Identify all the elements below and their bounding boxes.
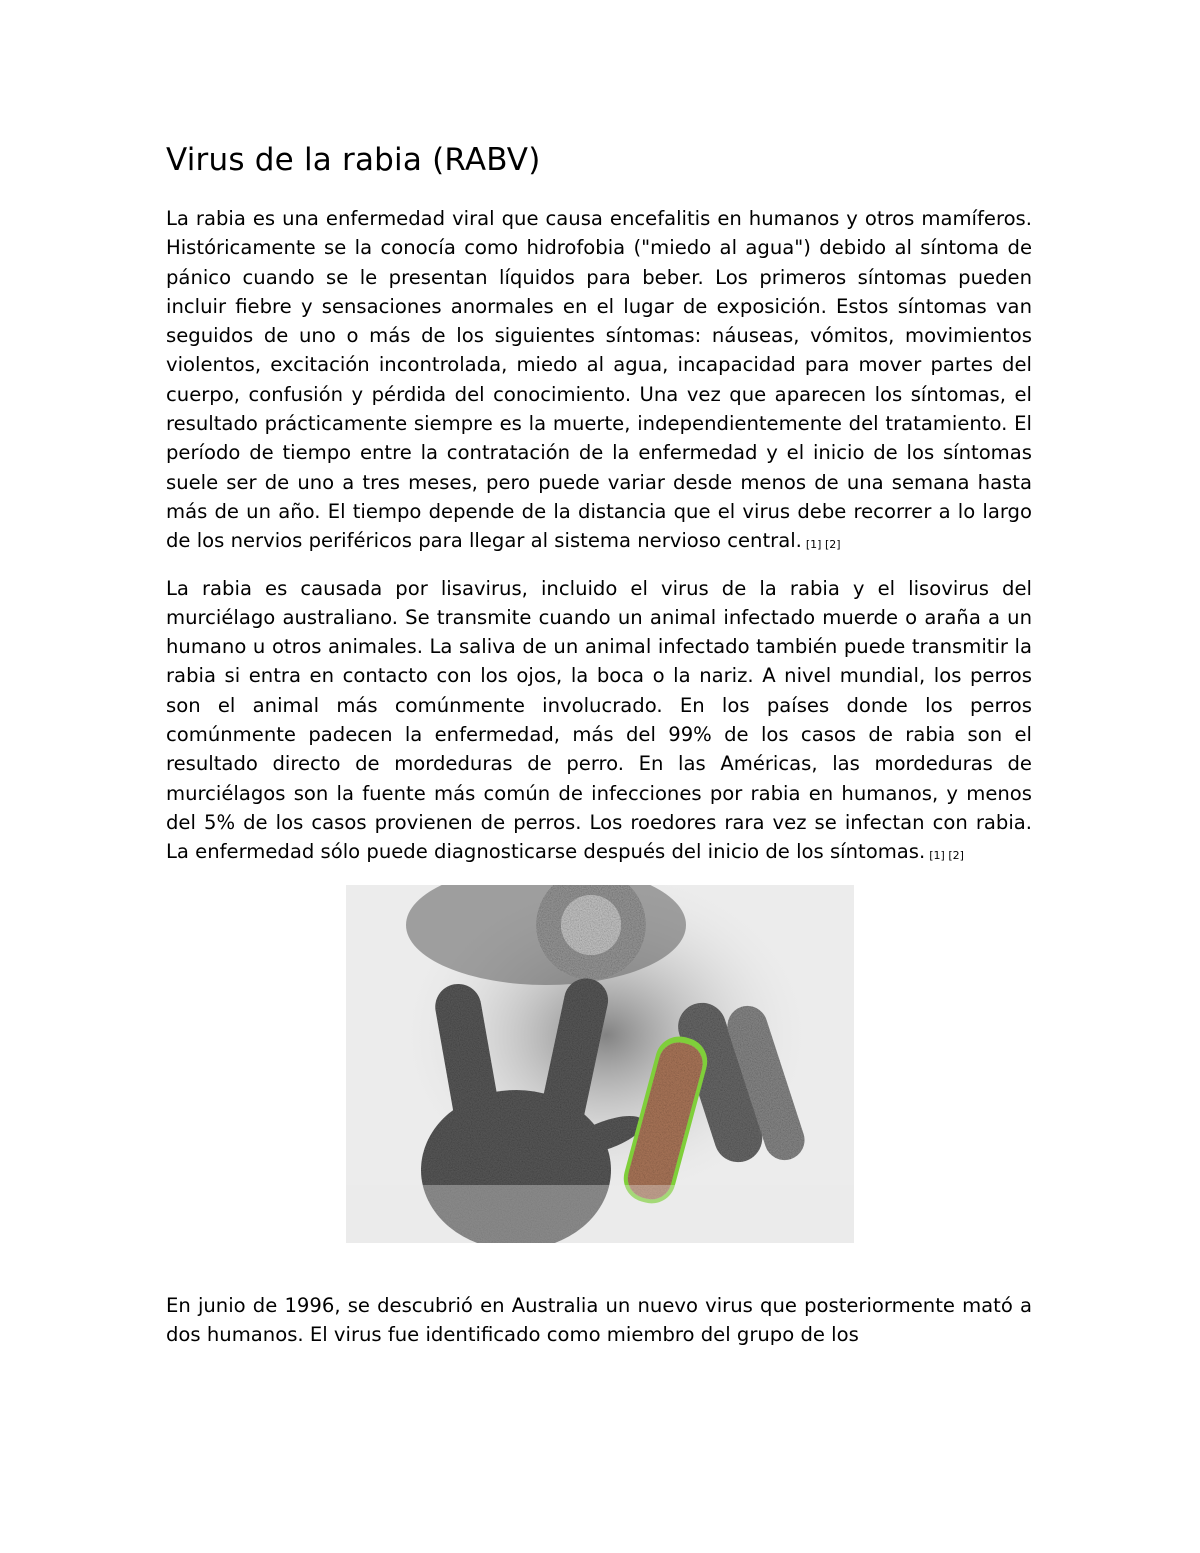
paragraph-text: La rabia es causada por lisavirus, incluido el virus de la rabia y el lisovirus del murciélago australiano. Se transmite cuando un animal infectado muerde o araña a un humano u otros animales. La saliva de un animal infectado también puede transmitir la rabia si entra en contacto con los ojos, la boca o la nariz. A nivel mundial, los perros son el animal más comúnmente involucrado. En los países donde los perros comúnmente padecen la enfermedad, más del 99% de los casos de rabia son el resultado directo de mordeduras de perro. En las Américas, las mordeduras de murciélagos son la fuente más común de infecciones por rabia en humanos, y menos del 5% de los casos provienen de perros. Los roedores rara vez se infectan con rabia. La enfermedad sólo puede diagnosticarse después del inicio de los síntomas. [166, 576, 1032, 864]
micrograph-illustration [346, 885, 854, 1243]
rabies-virus-micrograph-image [346, 885, 854, 1243]
page-title: Virus de la rabia (RABV) [166, 142, 541, 178]
reference-marks[interactable]: [1] [2] [805, 538, 841, 552]
paragraph-1 [166, 204, 1032, 560]
paragraph-2 [166, 574, 1032, 871]
paragraph-text: La rabia es una enfermedad viral que causa encefalitis en humanos y otros mamíferos. Históricamente se la conocía como hidrofobia ("miedo al agua") debido al síntoma de pánico cuando se le presentan líquidos para beber. Los primeros síntomas pueden incluir fiebre y sensaciones anormales en el lugar de exposición. Estos síntomas van seguidos de uno o más de los siguientes síntomas: náuseas, vómitos, movimientos violentos, excitación incontrolada, miedo al agua, incapacidad para mover partes del cuerpo, confusión y pérdida del conocimiento. Una vez que aparecen los síntomas, el resultado prácticamente siempre es la muerte, independientemente del tratamiento. El período de tiempo entre la contratación de la enfermedad y el inicio de los síntomas suele ser de uno a tres meses, pero puede variar desde menos de una semana hasta más de un año. El tiempo depende de la distancia que el virus debe recorrer a lo largo de los nervios periféricos para llegar al sistema nervioso central. [166, 207, 1032, 553]
document-body [166, 138, 1032, 1363]
reference-marks[interactable]: [1] [2] [929, 849, 964, 863]
paragraph-text: En junio de 1996, se descubrió en Australia un nuevo virus que posteriormente mató a dos humanos. El virus fue identificado como miembro del grupo de los [166, 1293, 1032, 1346]
paragraph-3 [166, 1291, 1032, 1350]
